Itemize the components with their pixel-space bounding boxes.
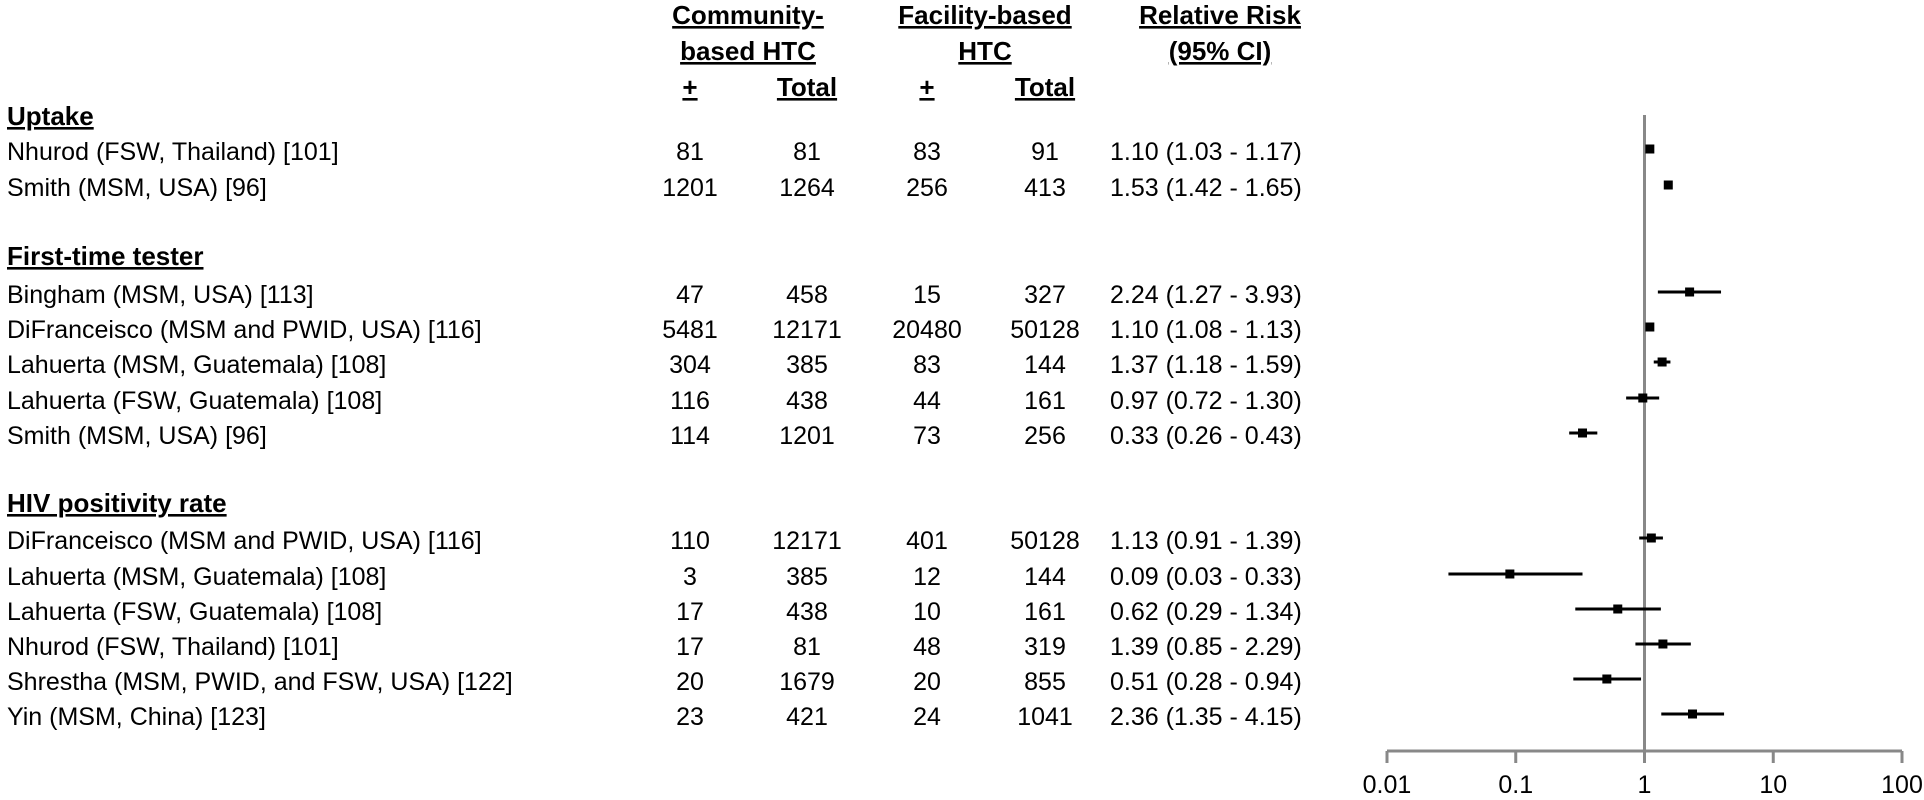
relative-risk-value: 0.33 (0.26 - 0.43) — [1110, 422, 1302, 450]
forest-plot-area — [1363, 115, 1923, 799]
facility-total: 256 — [1024, 422, 1066, 450]
facility-positive: 83 — [913, 138, 941, 166]
effect-marker — [1639, 534, 1663, 543]
effect-marker — [1448, 570, 1582, 579]
study-label: DiFranceisco (MSM and PWID, USA) [116] — [7, 316, 482, 344]
header-community-line1: Community- — [672, 0, 824, 30]
community-positive: 47 — [676, 281, 704, 309]
facility-total: 855 — [1024, 668, 1066, 696]
facility-total: 144 — [1024, 563, 1066, 591]
study-label: Smith (MSM, USA) [96] — [7, 174, 267, 202]
point-estimate — [1685, 288, 1694, 297]
study-label: Lahuerta (MSM, Guatemala) [108] — [7, 563, 387, 591]
facility-total: 50128 — [1010, 527, 1080, 555]
study-label: Yin (MSM, China) [123] — [7, 703, 266, 731]
study-label: DiFranceisco (MSM and PWID, USA) [116] — [7, 527, 482, 555]
header-facility-line2: HTC — [958, 36, 1012, 66]
effect-marker — [1573, 675, 1641, 684]
facility-positive: 10 — [913, 598, 941, 626]
facility-total: 144 — [1024, 351, 1066, 379]
table-row — [7, 316, 1302, 344]
header-community-line2: based HTC — [680, 36, 816, 66]
point-estimate — [1602, 675, 1611, 684]
table-row — [7, 668, 1302, 696]
relative-risk-value: 0.62 (0.29 - 1.34) — [1110, 598, 1302, 626]
relative-risk-value: 0.09 (0.03 - 0.33) — [1110, 563, 1302, 591]
community-total: 81 — [793, 138, 821, 166]
point-estimate — [1658, 358, 1667, 367]
community-total: 458 — [786, 281, 828, 309]
effect-marker — [1569, 429, 1597, 438]
effect-marker — [1575, 605, 1661, 614]
facility-total: 327 — [1024, 281, 1066, 309]
relative-risk-value: 2.24 (1.27 - 3.93) — [1110, 281, 1302, 309]
relative-risk-value: 1.39 (0.85 - 2.29) — [1110, 633, 1302, 661]
community-positive: 110 — [670, 527, 710, 555]
study-label: Nhurod (FSW, Thailand) [101] — [7, 138, 339, 166]
header-community-positive: + — [682, 72, 698, 102]
study-label: Lahuerta (FSW, Guatemala) [108] — [7, 598, 383, 626]
point-estimate — [1578, 429, 1587, 438]
community-total: 385 — [786, 563, 828, 591]
relative-risk-value: 2.36 (1.35 - 4.15) — [1110, 703, 1302, 731]
header-rr-line1: Relative Risk — [1139, 0, 1301, 30]
table-row — [7, 422, 1302, 450]
facility-total: 161 — [1024, 598, 1066, 626]
x-tick-label: 0.1 — [1498, 771, 1534, 799]
study-label: Bingham (MSM, USA) [113] — [7, 281, 314, 309]
point-estimate — [1613, 605, 1622, 614]
relative-risk-value: 1.10 (1.08 - 1.13) — [1110, 316, 1302, 344]
community-positive: 5481 — [662, 316, 718, 344]
study-label: Lahuerta (FSW, Guatemala) [108] — [7, 387, 383, 415]
community-total: 1679 — [779, 668, 835, 696]
facility-positive: 48 — [913, 633, 941, 661]
effect-markers — [1448, 145, 1724, 719]
effect-marker — [1664, 181, 1673, 190]
table-row — [7, 598, 1302, 626]
community-total: 421 — [786, 703, 828, 731]
table-row — [7, 351, 1302, 379]
point-estimate — [1658, 640, 1667, 649]
study-label: Shrestha (MSM, PWID, and FSW, USA) [122] — [7, 668, 513, 696]
point-estimate — [1688, 710, 1697, 719]
relative-risk-value: 0.97 (0.72 - 1.30) — [1110, 387, 1302, 415]
section-title-hiv-positivity-rate: HIV positivity rate — [7, 488, 227, 518]
facility-positive: 15 — [913, 281, 941, 309]
facility-total: 1041 — [1017, 703, 1073, 731]
community-total: 1264 — [779, 174, 835, 202]
table-row — [7, 387, 1302, 415]
facility-positive: 20 — [913, 668, 941, 696]
point-estimate — [1638, 394, 1647, 403]
community-total: 438 — [786, 598, 828, 626]
facility-total: 50128 — [1010, 316, 1080, 344]
community-positive: 23 — [676, 703, 704, 731]
table-row — [7, 527, 1302, 555]
community-total: 12171 — [772, 316, 842, 344]
table-row — [7, 563, 1302, 591]
relative-risk-value: 1.53 (1.42 - 1.65) — [1110, 174, 1302, 202]
x-tick-label: 1 — [1637, 771, 1652, 799]
relative-risk-value: 1.37 (1.18 - 1.59) — [1110, 351, 1302, 379]
point-estimate — [1645, 145, 1654, 154]
community-total: 81 — [793, 633, 821, 661]
facility-total: 161 — [1024, 387, 1066, 415]
column-headers — [672, 0, 1301, 102]
study-label: Lahuerta (MSM, Guatemala) [108] — [7, 351, 387, 379]
facility-positive: 44 — [913, 387, 941, 415]
facility-positive: 401 — [906, 527, 948, 555]
section-title-uptake: Uptake — [7, 101, 94, 131]
header-facility-line1: Facility-based — [898, 0, 1072, 30]
table-row — [7, 138, 1302, 166]
effect-marker — [1645, 323, 1654, 332]
community-positive: 20 — [676, 668, 704, 696]
relative-risk-value: 1.13 (0.91 - 1.39) — [1110, 527, 1302, 555]
header-community-total: Total — [776, 72, 838, 102]
point-estimate — [1645, 323, 1654, 332]
facility-total: 413 — [1024, 174, 1066, 202]
relative-risk-value: 1.10 (1.03 - 1.17) — [1110, 138, 1302, 166]
community-positive: 304 — [669, 351, 711, 379]
x-tick-label: 100 — [1881, 771, 1923, 799]
effect-marker — [1654, 358, 1671, 367]
effect-marker — [1645, 145, 1654, 154]
facility-positive: 83 — [913, 351, 941, 379]
facility-positive: 24 — [913, 703, 941, 731]
header-facility-total: Total — [1014, 72, 1076, 102]
study-label: Smith (MSM, USA) [96] — [7, 422, 267, 450]
header-facility-positive: + — [919, 72, 935, 102]
x-axis-ticks — [1363, 751, 1923, 799]
study-label: Nhurod (FSW, Thailand) [101] — [7, 633, 339, 661]
header-rr-line2: (95% CI) — [1168, 36, 1272, 66]
community-total: 1201 — [779, 422, 835, 450]
community-total: 12171 — [772, 527, 842, 555]
table-row — [7, 703, 1302, 731]
relative-risk-value: 0.51 (0.28 - 0.94) — [1110, 668, 1302, 696]
facility-positive: 256 — [906, 174, 948, 202]
x-tick-label: 10 — [1759, 771, 1788, 799]
table-row — [7, 174, 1302, 202]
community-positive: 81 — [676, 138, 704, 166]
x-tick-label: 0.01 — [1362, 771, 1412, 799]
facility-total: 319 — [1024, 633, 1066, 661]
community-positive: 17 — [676, 633, 704, 661]
table-row — [7, 633, 1302, 661]
effect-marker — [1661, 710, 1724, 719]
effect-marker — [1658, 288, 1721, 297]
community-positive: 3 — [683, 563, 697, 591]
point-estimate — [1647, 534, 1656, 543]
community-total: 438 — [786, 387, 828, 415]
facility-positive: 20480 — [892, 316, 962, 344]
section-title-first-time-tester: First-time tester — [7, 241, 204, 271]
community-positive: 116 — [670, 387, 710, 415]
point-estimate — [1664, 181, 1673, 190]
facility-total: 91 — [1031, 138, 1059, 166]
effect-marker — [1626, 394, 1659, 403]
community-positive: 114 — [670, 422, 710, 450]
facility-positive: 12 — [913, 563, 941, 591]
point-estimate — [1505, 570, 1514, 579]
facility-positive: 73 — [913, 422, 941, 450]
table-row — [7, 281, 1302, 309]
community-positive: 1201 — [662, 174, 718, 202]
community-total: 385 — [786, 351, 828, 379]
community-positive: 17 — [676, 598, 704, 626]
